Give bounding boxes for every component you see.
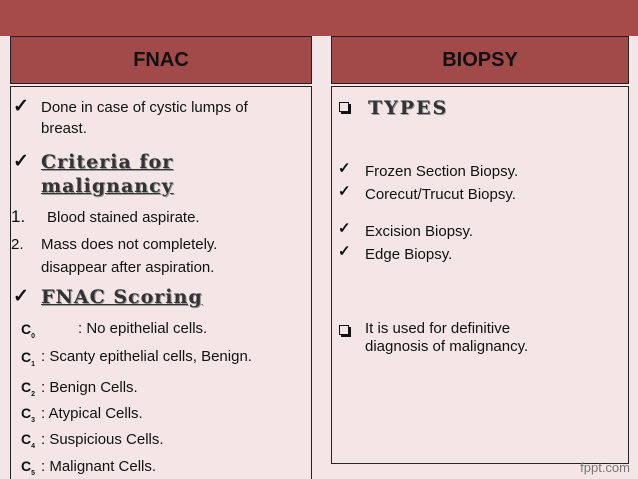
score-code: $C_0$	[21, 321, 36, 340]
biopsy-type: Edge Biopsy.	[365, 246, 453, 263]
mass-text: Mass does not completely.	[41, 236, 218, 253]
checkmark-icon: ✓	[338, 243, 351, 260]
biopsy-type: Excision Biopsy.	[365, 223, 474, 240]
score-code: $C_2$	[21, 379, 36, 398]
checkmark-icon: ✓	[338, 160, 351, 177]
definitive-text: It is used for definitive	[365, 320, 511, 337]
square-bullet-icon	[339, 102, 349, 112]
score-description: : Atypical Cells.	[41, 405, 143, 422]
biopsy-header: BIOPSY	[331, 36, 629, 84]
checkmark-icon: ✓	[13, 96, 29, 117]
watermark: fppt.com	[580, 460, 630, 475]
checkmark-icon: ✓	[338, 220, 351, 237]
score-description: : Suspicious Cells.	[41, 431, 164, 448]
cystic-lumps-text-cont: breast.	[41, 120, 87, 137]
biopsy-type: Frozen Section Biopsy.	[365, 163, 519, 180]
checkmark-icon: ✓	[338, 183, 351, 200]
square-bullet-icon	[339, 325, 349, 335]
score-description: : Malignant Cells.	[41, 458, 157, 475]
top-band	[0, 0, 638, 36]
score-code: $C_5$	[21, 458, 36, 477]
definitive-text-cont: diagnosis of malignancy.	[365, 338, 529, 355]
fnac-scoring-heading: FNAC Scoring	[41, 286, 203, 308]
score-code: $C_1$	[21, 349, 36, 368]
point-number: 1.	[11, 207, 26, 226]
cystic-lumps-text: Done in case of cystic lumps of	[41, 99, 248, 116]
score-description: : No epithelial cells.	[78, 320, 208, 337]
score-description: : Scanty epithelial cells, Benign.	[41, 348, 252, 365]
blood-stained-text: Blood stained aspirate.	[47, 209, 200, 226]
score-description: : Benign Cells.	[41, 379, 138, 396]
checkmark-icon: ✓	[13, 151, 29, 172]
biopsy-column	[331, 86, 629, 464]
criteria-heading: Criteria for	[41, 151, 174, 173]
checkmark-icon: ✓	[13, 286, 29, 307]
criteria-heading-cont: malignancy	[41, 175, 174, 197]
point-number: 2.	[11, 236, 24, 253]
fnac-header: FNAC	[10, 36, 312, 84]
mass-text-cont: disappear after aspiration.	[41, 259, 215, 276]
biopsy-type: Corecut/Trucut Biopsy.	[365, 186, 516, 203]
fnac-column	[10, 86, 312, 479]
score-code: $C_3$	[21, 405, 36, 424]
score-code: $C_4$	[21, 431, 36, 450]
types-heading: TYPES	[368, 97, 449, 119]
